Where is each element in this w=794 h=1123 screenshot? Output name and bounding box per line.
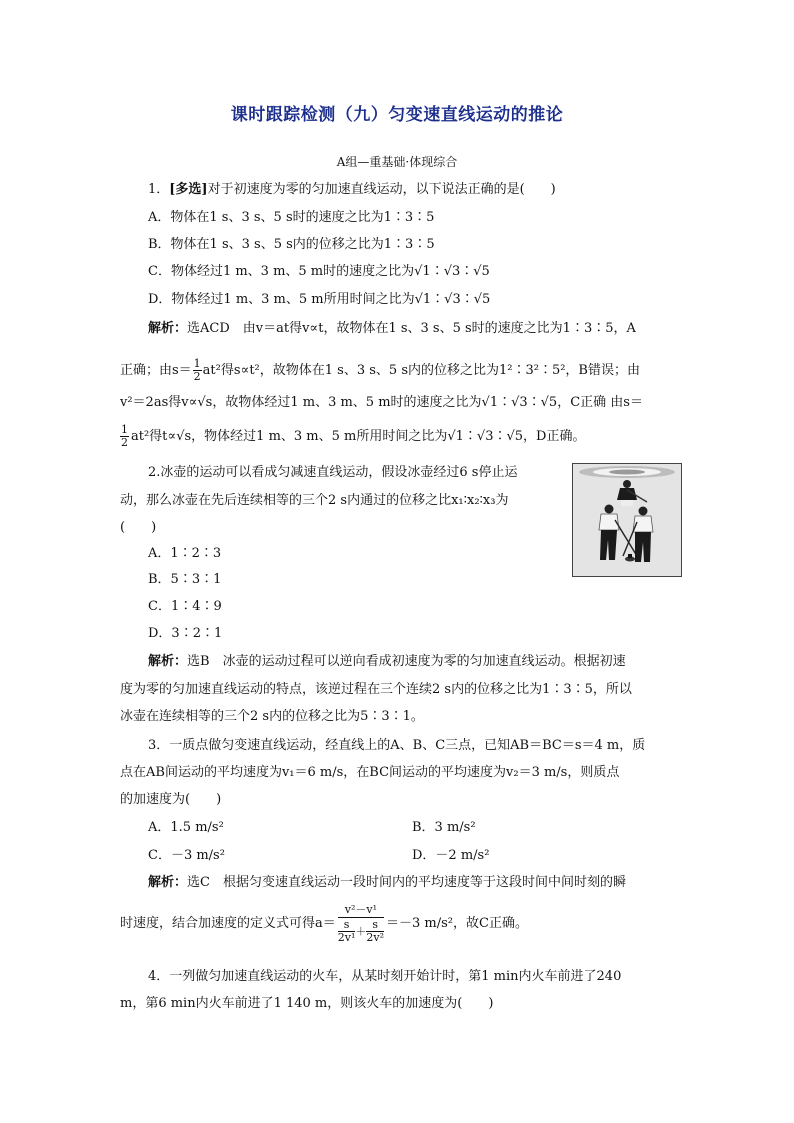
q1-analysis-line-1: 解析：选ACD 由v＝at得v∝t，故物体在1 s、3 s、5 s时的速度之比为1∶3∶5，A (148, 321, 636, 336)
q2-option-b: B．5∶3∶1 (148, 572, 222, 587)
question-1-stem: 1．[多选]对于初速度为零的匀加速直线运动，以下说法正确的是( ) (148, 182, 556, 197)
q1-analysis-line-3: v²＝2as得v∝√s，故物体经过1 m、3 m、5 m时的速度之比为√1∶√3∶√5，C正确 由s＝ (120, 395, 643, 410)
question-3-line-1: 3．一质点做匀变速直线运动，经直线上的A、B、C三点，已知AB＝BC＝s＝4 m，质 (148, 738, 646, 753)
q1-option-a: A．物体在1 s、3 s、5 s时的速度之比为1∶3∶5 (148, 210, 435, 225)
curling-photo (572, 463, 682, 577)
q2-analysis-line-1: 解析：选B 冰壶的运动过程可以逆向看成初速度为零的匀加速直线运动。根据初速 (148, 654, 626, 669)
q3-option-c: C．－3 m/s² (148, 848, 225, 863)
q2-option-d: D．3∶2∶1 (148, 626, 223, 641)
question-2-line-1: 2.冰壶的运动可以看成匀减速直线运动，假设冰壶经过6 s停止运 (148, 465, 518, 480)
q1-option-c: C．物体经过1 m、3 m、5 m时的速度之比为√1∶√3∶√5 (148, 264, 490, 279)
fraction-one-half: $\frac{1}{2}$ (121, 423, 128, 450)
question-4-line-1: 4．一列做匀加速直线运动的火车，从某时刻开始计时，第1 min内火车前进了240 (148, 969, 622, 984)
q2-option-c: C．1∶4∶9 (148, 599, 222, 614)
q1-option-d: D．物体经过1 m、3 m、5 m所用时间之比为√1∶√3∶√5 (148, 292, 491, 307)
q3-analysis-line-1: 解析：选C 根据匀变速直线运动一段时间内的平均速度等于这段时间中间时刻的瞬 (148, 875, 626, 890)
q2-analysis-line-3: 冰壶在连续相等的三个2 s内的位移之比为5∶3∶1。 (120, 709, 424, 724)
q3-option-b: B．3 m/s² (412, 820, 476, 835)
q2-option-a: A．1∶2∶3 (148, 546, 222, 561)
q1-analysis-line-4: $\frac{1}{2}$ at²得t∝√s，物体经过1 m、3 m、5 m所用时间之比为√1∶√3∶√5，D正确。 (121, 423, 586, 450)
q2-analysis-line-2: 度为零的匀加速直线运动的特点，该逆过程在三个连续2 s内的位移之比为1∶3∶5，所以 (120, 682, 632, 697)
question-2-line-3: ( ) (120, 520, 157, 535)
question-3-line-2: 点在AB间运动的平均速度为v₁＝6 m/s，在BC间运动的平均速度为v₂＝3 m/s，则质点 (120, 765, 620, 780)
acceleration-fraction: v²－v¹ $\frac{s}{\text{2v¹}}$ ＋ $\frac{s}{\text{2v²}}$ (337, 903, 385, 945)
section-heading: A组—重基础·体现综合 (336, 155, 458, 169)
q3-option-d: D．－2 m/s² (412, 848, 490, 863)
q1-analysis-line-2: 正确；由s＝ $\frac{1}{2}$ at²得s∝t²，故物体在1 s、3 s、5 s内的位移之比为1²∶3²∶5²，B错误；由 (120, 357, 640, 384)
question-2-line-2: 动，那么冰壶在先后连续相等的三个2 s内通过的位移之比x₁∶x₂∶x₃为 (120, 493, 509, 508)
fraction-one-half: $\frac{1}{2}$ (193, 357, 201, 384)
q1-option-b: B．物体在1 s、3 s、5 s内的位移之比为1∶3∶5 (148, 237, 435, 252)
question-4-line-2: m，第6 min内火车前进了1 140 m，则该火车的加速度为( ) (120, 996, 494, 1011)
curling-illustration (573, 464, 681, 576)
question-3-line-3: 的加速度为( ) (120, 792, 222, 807)
page-title: 课时跟踪检测（九）匀变速直线运动的推论 (230, 105, 564, 125)
q3-analysis-line-2: 时速度，结合加速度的定义式可得a＝ v²－v¹ $\frac{s}{\text{2v¹}}$ ＋ $\frac{s}{\text{2v²}}$ ＝－3 m/s²，故C正确。 (120, 903, 528, 945)
q3-option-a: A．1.5 m/s² (148, 820, 224, 835)
